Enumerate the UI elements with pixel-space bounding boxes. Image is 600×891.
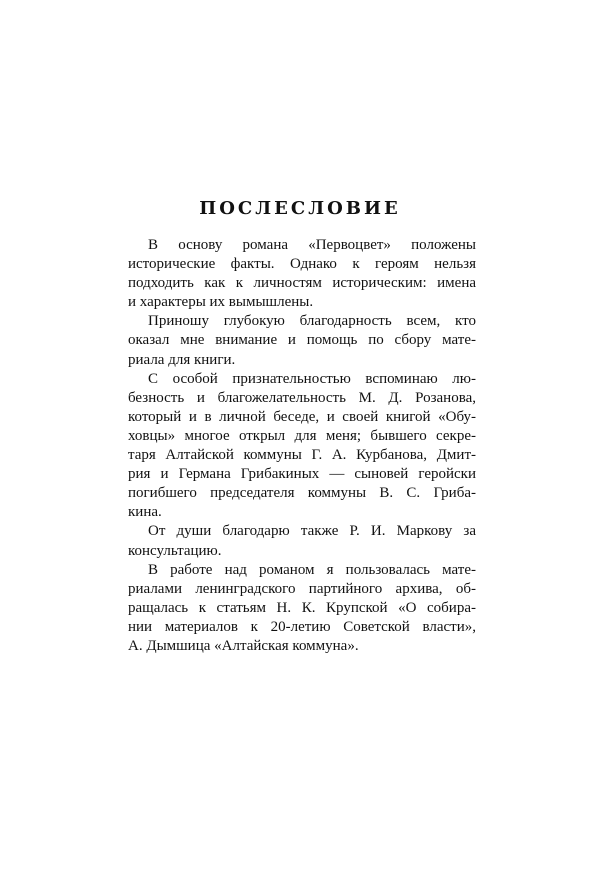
text-line: Приношу глубокую благодарность всем, кто bbox=[148, 313, 476, 330]
paragraph bbox=[128, 236, 476, 312]
text-line: кина. bbox=[128, 504, 162, 521]
paragraph bbox=[128, 561, 476, 656]
text-line: безность и благожелательность М. Д. Розанова, bbox=[128, 389, 476, 406]
paragraph bbox=[128, 312, 476, 369]
text-line: оказал мне внимание и помощь по сбору мате- bbox=[128, 332, 476, 349]
text-line: риалами ленинградского партийного архива, об- bbox=[128, 580, 476, 597]
text-line: В работе над романом я пользовалась мате- bbox=[148, 561, 476, 578]
text-line: С особой признательностью вспоминаю лю- bbox=[148, 370, 476, 387]
text-line: нии материалов к 20-летию Советской власти», bbox=[128, 618, 476, 635]
text-line: подходить как к личностям историческим: имена bbox=[128, 275, 476, 292]
text-line: ховцы» многое открыл для меня; бывшего секре- bbox=[128, 427, 476, 444]
paragraph bbox=[128, 522, 476, 560]
text-line: риала для книги. bbox=[128, 351, 236, 368]
text-line: рия и Германа Грибакиных — сыновей геройски bbox=[128, 466, 476, 483]
text-line: исторические факты. Однако к героям нельзя bbox=[128, 256, 476, 273]
paragraph bbox=[128, 370, 476, 523]
text-line: и характеры их вымышлены. bbox=[128, 294, 314, 311]
page-title: ПОСЛЕСЛОВИЕ bbox=[199, 198, 401, 219]
text-line: погибшего председателя коммуны В. С. Гриба- bbox=[128, 485, 476, 502]
text-line: В основу романа «Первоцвет» положены bbox=[148, 237, 476, 253]
text-line: консультацию. bbox=[128, 542, 222, 559]
text-line: таря Алтайской коммуны Г. А. Курбанова, Дмит- bbox=[128, 447, 476, 464]
text-line: который и в личной беседе, и своей книгой «Обу- bbox=[128, 408, 476, 425]
afterword-body bbox=[128, 236, 476, 656]
text-line: ращалась к статьям Н. К. Крупской «О собира- bbox=[128, 599, 476, 616]
text-line: А. Дымшица «Алтайская коммуна». bbox=[128, 637, 359, 654]
text-line: От души благодарю также Р. И. Маркову за bbox=[148, 523, 476, 540]
